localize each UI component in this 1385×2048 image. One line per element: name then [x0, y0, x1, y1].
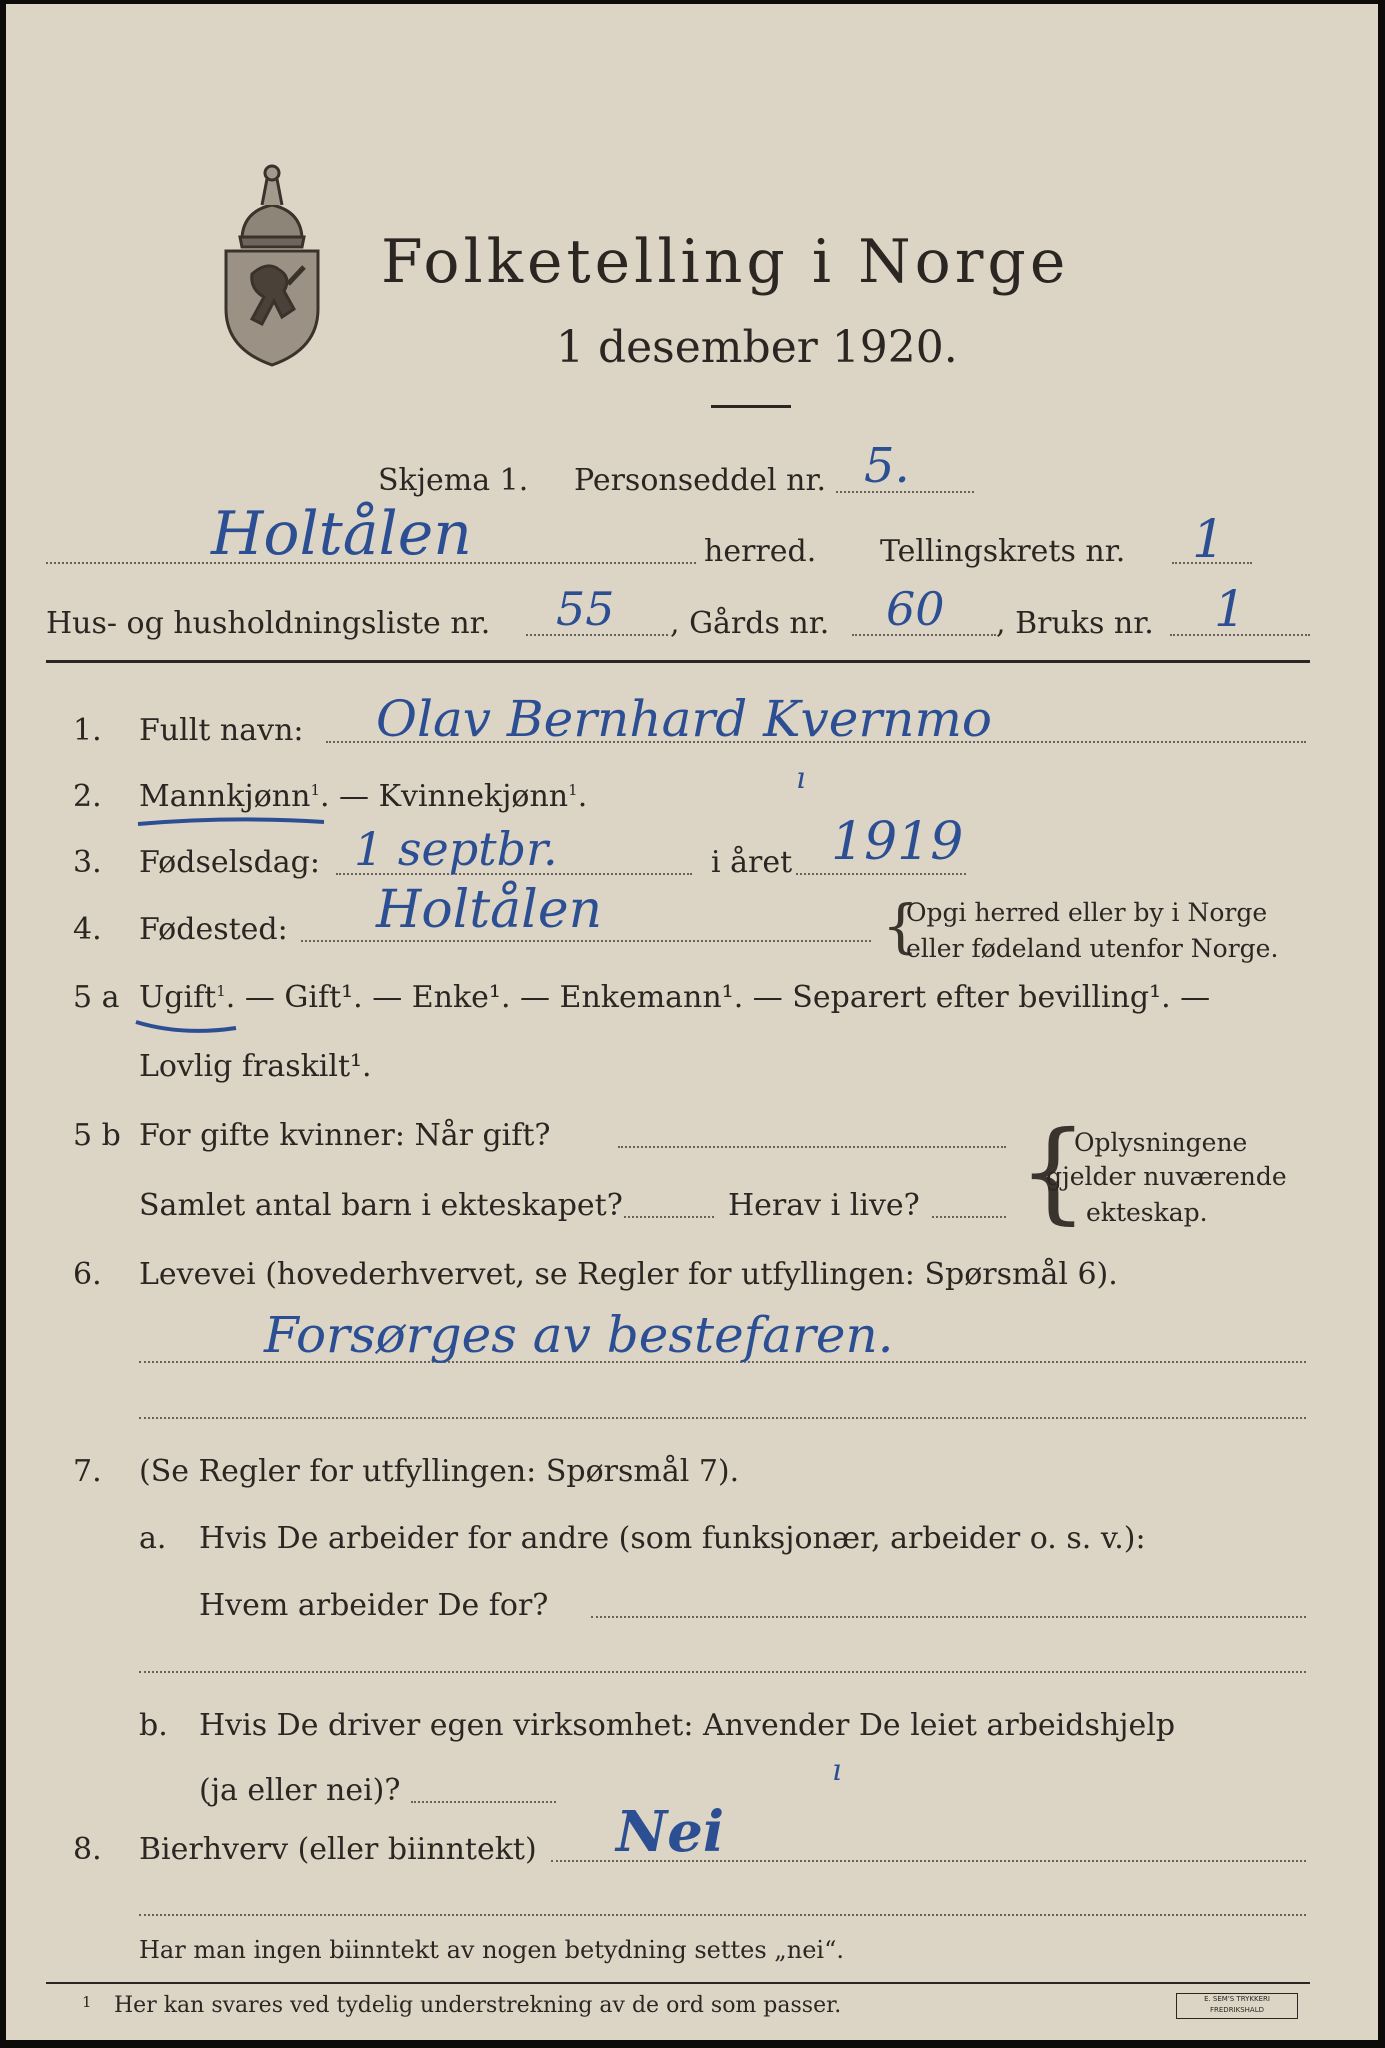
gender-female-option[interactable]: . — Kvinnekjønn: [319, 779, 569, 814]
husholdningsliste-value[interactable]: 55: [556, 582, 615, 636]
occupation-value[interactable]: Forsørges av bestefaren.: [264, 1306, 894, 1364]
q3-number: 3.: [73, 845, 102, 880]
footnote-ref: 1: [216, 982, 226, 1000]
q6-number: 6.: [73, 1257, 102, 1292]
q5b-number: 5 b: [73, 1118, 121, 1153]
marital-status-line2: Lovlig fraskilt¹.: [139, 1049, 372, 1084]
marital-ugift-option[interactable]: Ugift: [139, 980, 217, 1015]
birthplace-value[interactable]: Holtålen: [376, 880, 603, 940]
q2-number: 2.: [73, 779, 102, 814]
birthplace-line: [301, 940, 871, 942]
q7-label: (Se Regler for utfyllingen: Spørsmål 7).: [139, 1454, 740, 1489]
gender-line-end: .: [577, 779, 588, 814]
husholdningsliste-label: Hus- og husholdningsliste nr.: [46, 606, 491, 641]
q5a-number: 5 a: [73, 980, 120, 1015]
personseddel-value[interactable]: 5.: [864, 438, 910, 494]
married-when-line: [618, 1146, 1006, 1148]
q7b-line1: Hvis De driver egen virksomhet: Anvender De leiet arbeidshjelp: [199, 1708, 1176, 1743]
census-date: 1 desember 1920.: [556, 322, 958, 373]
birthday-value[interactable]: 1 septbr.: [354, 822, 558, 876]
birthplace-note-line1: Opgi herred eller by i Norge: [906, 898, 1268, 927]
q3-label: Fødselsdag:: [139, 845, 320, 880]
employer-line-2: [139, 1671, 1306, 1673]
q7b-letter: b.: [139, 1708, 168, 1743]
q8-label: Bierhverv (eller biinntekt): [139, 1832, 537, 1867]
male-underline-mark: [134, 812, 334, 832]
title-divider: [711, 405, 791, 408]
skjema-label: Skjema 1.: [378, 463, 529, 498]
gender-male-option[interactable]: Mannkjønn: [139, 779, 311, 814]
hired-help-line: [411, 1801, 556, 1803]
form-title: Folketelling i Norge: [381, 227, 1070, 297]
footnote-text: Her kan svares ved tydelig understrekning av de ord som passer.: [114, 1993, 842, 2018]
bruks-value[interactable]: 1: [1214, 580, 1246, 638]
secondary-income-line-2: [139, 1914, 1306, 1916]
tellingskrets-label: Tellingskrets nr.: [880, 534, 1126, 569]
q7-number: 7.: [73, 1454, 102, 1489]
q1-number: 1.: [73, 713, 102, 748]
children-line: [624, 1216, 714, 1218]
norwegian-coat-of-arms-icon: [212, 159, 332, 369]
secondary-income-value[interactable]: Nei: [616, 1799, 725, 1865]
q8-number: 8.: [73, 1832, 102, 1867]
birth-year-value[interactable]: 1919: [831, 812, 964, 872]
marital-status-line: [139, 980, 1211, 1015]
q7b-line2: (ja eller nei)?: [199, 1773, 401, 1808]
q5b-line1: For gifte kvinner: Når gift?: [139, 1118, 551, 1153]
no-income-note: Har man ingen biinntekt av nogen betydning settes „nei“.: [139, 1936, 844, 1964]
note-brace: {: [1018, 1107, 1088, 1235]
q7a-line2: Hvem arbeider De for?: [199, 1588, 549, 1623]
printer-stamp: [1176, 1993, 1298, 2019]
herred-label: herred.: [704, 534, 817, 569]
footnote-ref: 1: [568, 781, 578, 799]
note-brace: {: [882, 892, 919, 960]
birthplace-note-line2: eller fødeland utenfor Norge.: [906, 934, 1279, 963]
q5b-alive-label: Herav i live?: [728, 1188, 920, 1223]
gender-line: [139, 779, 588, 814]
q1-label: Fullt navn:: [139, 713, 304, 748]
census-form: [6, 4, 1378, 2040]
herred-name[interactable]: Holtålen: [211, 499, 472, 569]
year-label: i året: [711, 845, 793, 880]
q5b-note-line3: ekteskap.: [1086, 1198, 1208, 1227]
q5b-children-label: Samlet antal barn i ekteskapet?: [139, 1188, 623, 1223]
occupation-line-2: [139, 1417, 1306, 1419]
footnote-number: 1: [82, 1993, 92, 2011]
gards-label: , Gårds nr.: [670, 606, 830, 641]
tellingskrets-value[interactable]: 1: [1192, 510, 1226, 570]
q7a-line1: Hvis De arbeider for andre (som funksjonær, arbeider o. s. v.):: [199, 1521, 1146, 1556]
gards-value[interactable]: 60: [886, 582, 945, 636]
bruks-label: , Bruks nr.: [996, 606, 1154, 641]
personseddel-label: Personseddel nr.: [574, 463, 827, 498]
q6-label: Levevei (hovederhvervet, se Regler for utfyllingen: Spørsmål 6).: [139, 1257, 1118, 1292]
ugift-underline-mark: [132, 1016, 242, 1040]
q4-number: 4.: [73, 912, 102, 947]
header-rule: [46, 660, 1310, 663]
pen-dot-mark: ı: [832, 1753, 842, 1788]
q4-label: Fødested:: [139, 912, 288, 947]
full-name-value[interactable]: Olav Bernhard Kvernmo: [376, 690, 992, 748]
marital-other-options[interactable]: . — Gift¹. — Enke¹. — Enkemann¹. — Separert efter bevilling¹. —: [225, 980, 1211, 1015]
q5b-note-line1: Oplysningene: [1074, 1128, 1248, 1157]
year-line: [796, 873, 966, 875]
alive-line: [932, 1216, 1006, 1218]
employer-line: [591, 1616, 1306, 1618]
footnote-ref: 1: [310, 781, 320, 799]
printer-stamp-text: E. SEM'S TRYKKERI FREDRIKSHALD: [1204, 1995, 1270, 2014]
footer-rule: [46, 1982, 1310, 1984]
q5b-note-line2: gjelder nuværende: [1046, 1162, 1287, 1191]
q7a-letter: a.: [139, 1521, 167, 1556]
pen-dot-mark: ı: [796, 761, 806, 796]
